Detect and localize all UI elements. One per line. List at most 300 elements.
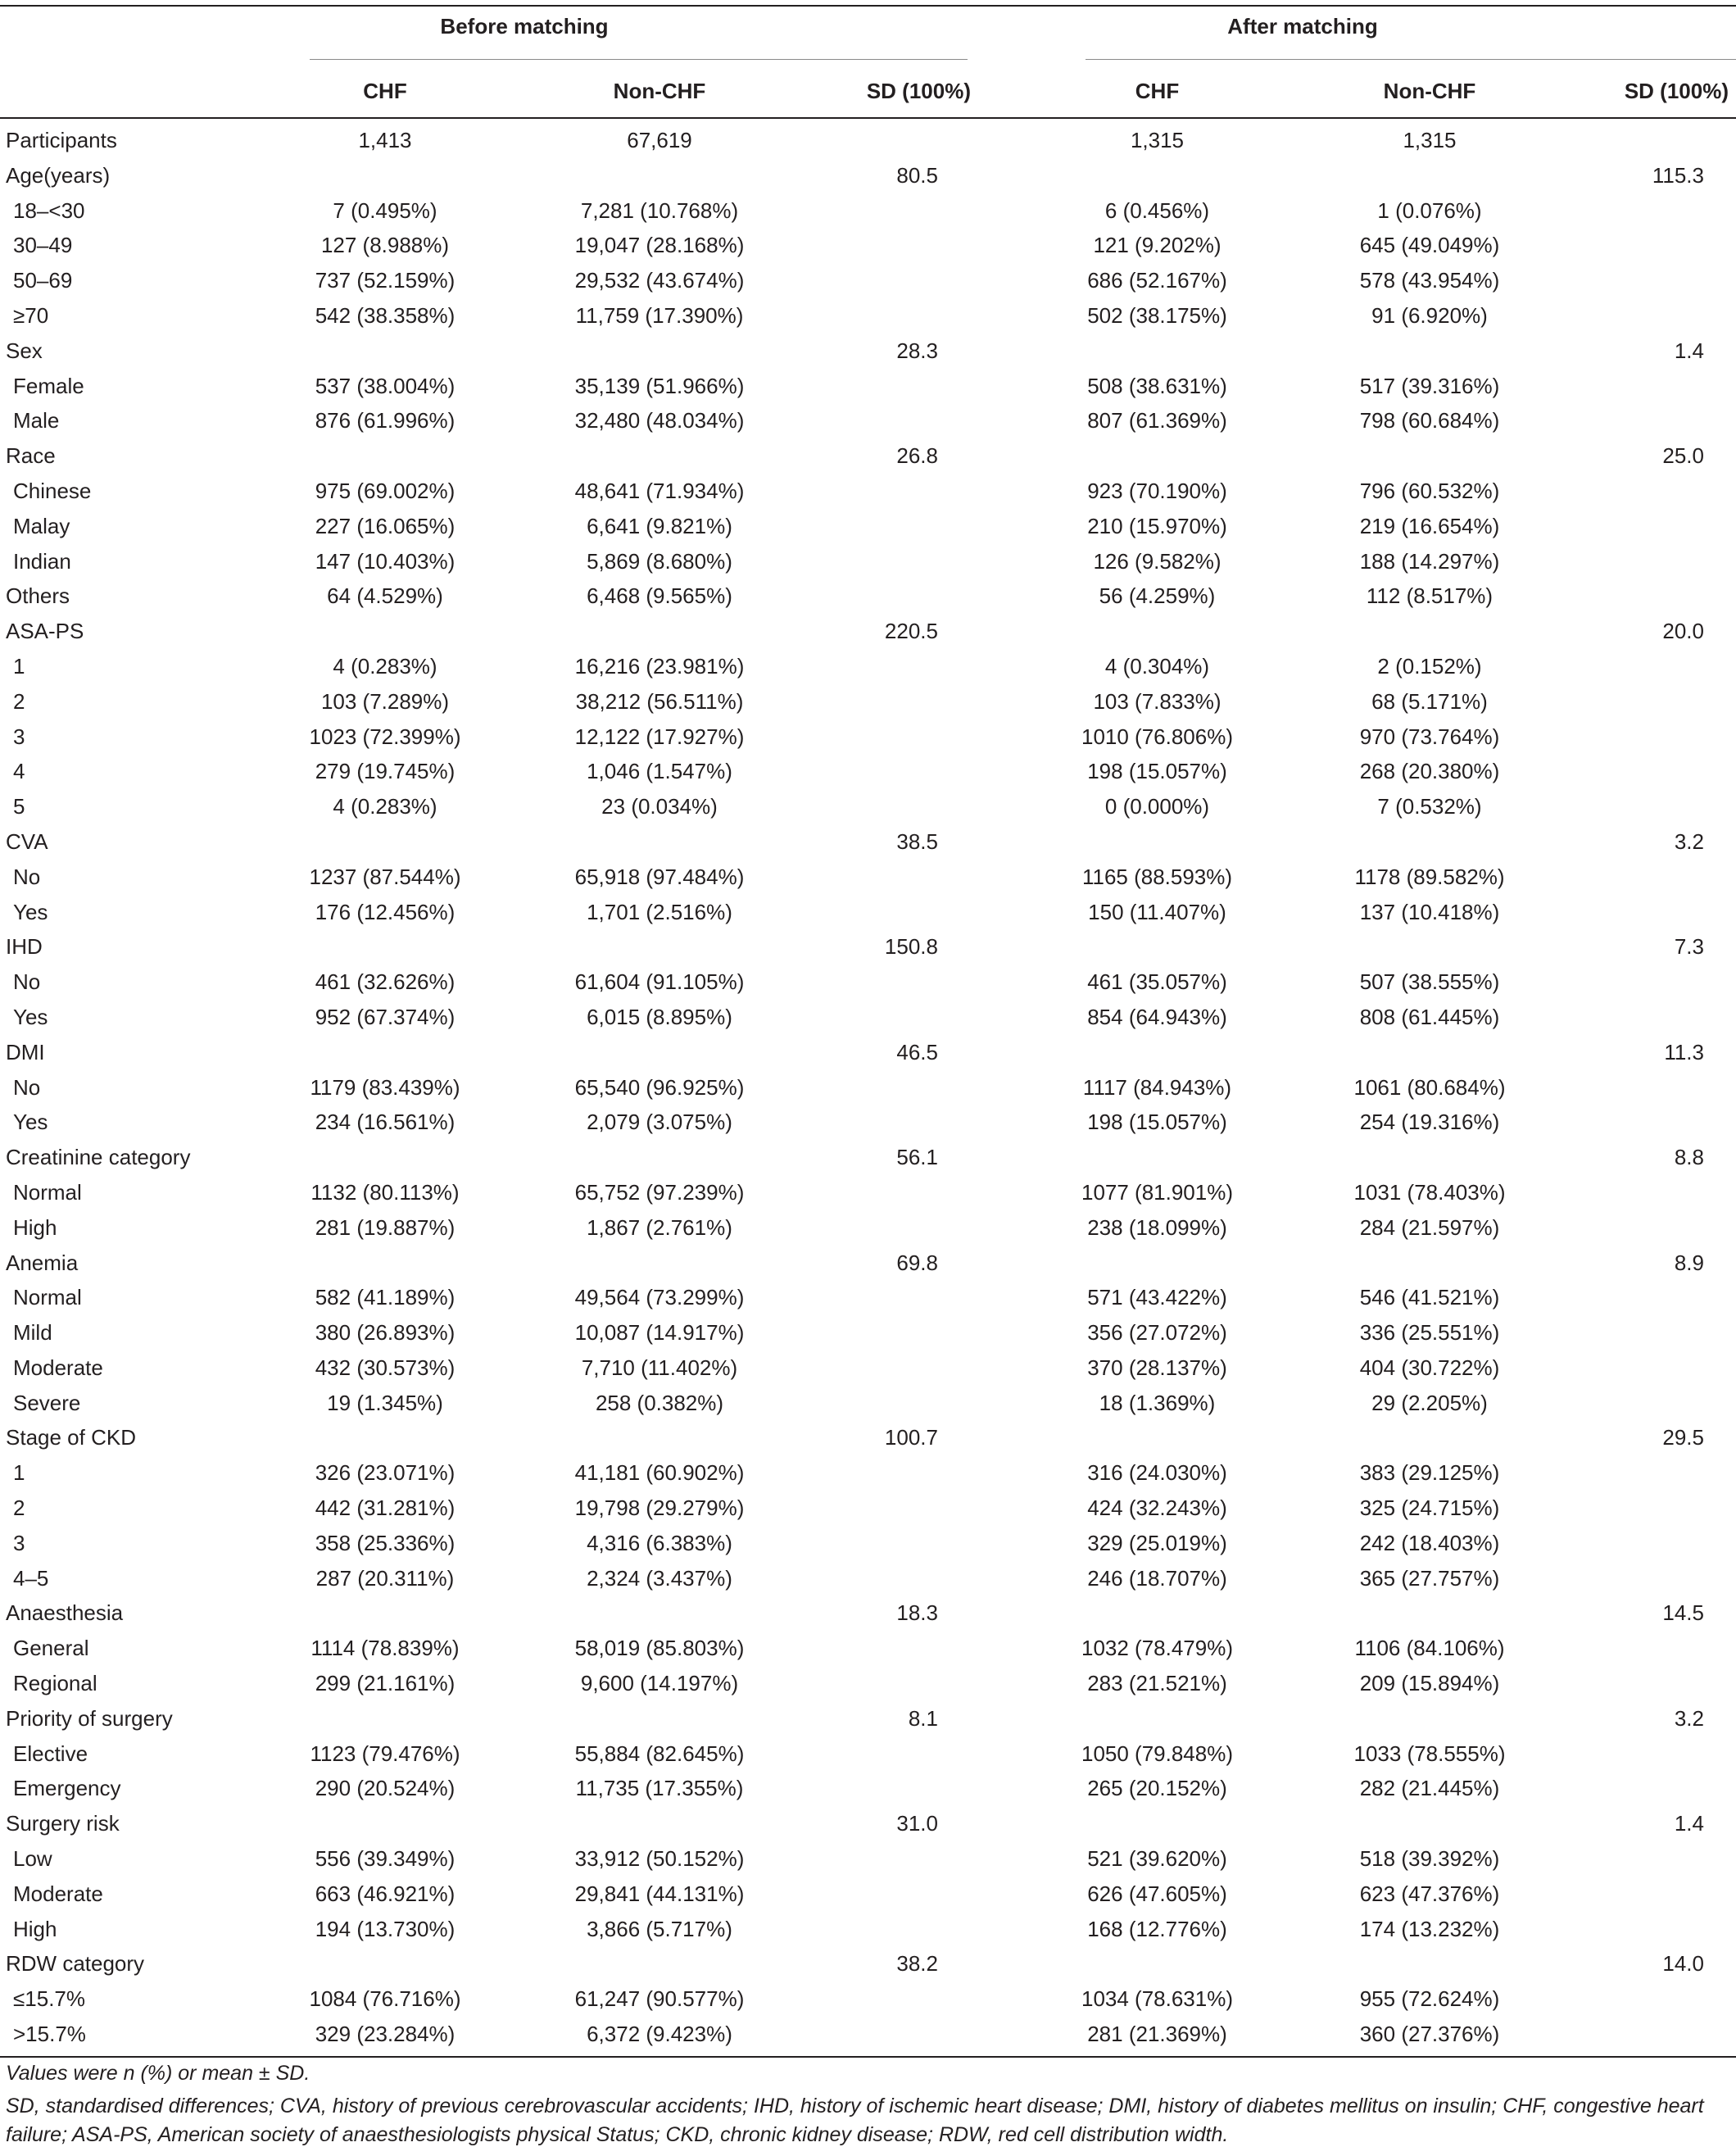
- row-label: >15.7%: [13, 2022, 86, 2047]
- cell-sd-after: 29.5: [1662, 1425, 1704, 1450]
- row-label: Chinese: [13, 478, 92, 503]
- cell-chf-after: 56 (4.259%): [1099, 583, 1216, 609]
- row-label: Malay: [13, 513, 70, 538]
- cell-chf-after: 461 (35.057%): [1087, 969, 1227, 995]
- table-row: [0, 1631, 1736, 1666]
- cell-chf-before: 975 (69.002%): [315, 478, 456, 503]
- table-row: [0, 1175, 1736, 1210]
- row-label: Moderate: [13, 1355, 103, 1380]
- cell-non-chf-after: 1 (0.076%): [1377, 197, 1482, 223]
- cell-non-chf-before: 65,752 (97.239%): [574, 1179, 745, 1205]
- cell-non-chf-after: 365 (27.757%): [1359, 1565, 1500, 1591]
- cell-non-chf-before: 2,324 (3.437%): [587, 1565, 732, 1591]
- table-row: [0, 2017, 1736, 2052]
- row-label: High: [13, 1214, 57, 1240]
- table-row: [0, 614, 1736, 649]
- row-label: 1: [13, 1460, 25, 1486]
- table-row: [0, 1280, 1736, 1315]
- cell-chf-after: 1010 (76.806%): [1081, 724, 1234, 749]
- cell-chf-before: 176 (12.456%): [315, 899, 456, 924]
- cell-non-chf-before: 6,641 (9.821%): [587, 513, 732, 538]
- row-label: Regional: [13, 1671, 97, 1696]
- cell-non-chf-after: 517 (39.316%): [1359, 373, 1500, 398]
- cell-chf-after: 923 (70.190%): [1087, 478, 1227, 503]
- cell-chf-after: 329 (25.019%): [1087, 1530, 1227, 1555]
- table-row: [0, 1140, 1736, 1175]
- cell-chf-after: 1077 (81.901%): [1081, 1179, 1234, 1205]
- column-header-chf-before: CHF: [363, 79, 407, 103]
- cell-chf-after: 571 (43.422%): [1087, 1285, 1227, 1310]
- table-row: [0, 754, 1736, 789]
- cell-sd-after: 3.2: [1674, 828, 1704, 854]
- cell-chf-after: 103 (7.833%): [1093, 688, 1222, 714]
- table-row: [0, 1246, 1736, 1281]
- table-row: [0, 263, 1736, 298]
- cell-sd-before: 28.3: [896, 338, 938, 363]
- cell-sd-before: 46.5: [896, 1039, 938, 1064]
- row-label: General: [13, 1636, 89, 1661]
- table-row: [0, 438, 1736, 474]
- cell-non-chf-before: 65,918 (97.484%): [574, 864, 745, 889]
- cell-sd-after: 8.9: [1674, 1250, 1704, 1275]
- table-row: [0, 334, 1736, 369]
- cell-non-chf-after: 518 (39.392%): [1359, 1846, 1500, 1872]
- cell-non-chf-before: 65,540 (96.925%): [574, 1074, 745, 1100]
- cell-non-chf-before: 16,216 (23.981%): [574, 653, 745, 679]
- cell-non-chf-after: 546 (41.521%): [1359, 1285, 1500, 1310]
- row-label: High: [13, 1916, 57, 1941]
- table-row: [0, 403, 1736, 438]
- cell-chf-after: 121 (9.202%): [1093, 233, 1222, 258]
- cell-chf-before: 542 (38.358%): [315, 302, 456, 328]
- cell-non-chf-before: 19,798 (29.279%): [574, 1496, 745, 1521]
- column-header-non-chf-before: Non-CHF: [613, 79, 706, 103]
- cell-sd-before: 80.5: [896, 162, 938, 188]
- cell-non-chf-after: 68 (5.171%): [1371, 688, 1488, 714]
- cell-non-chf-after: 188 (14.297%): [1359, 548, 1500, 574]
- table-row: [0, 579, 1736, 614]
- cell-non-chf-before: 7,710 (11.402%): [581, 1355, 738, 1380]
- cell-non-chf-after: 209 (15.894%): [1359, 1671, 1500, 1696]
- cell-chf-before: 147 (10.403%): [315, 548, 456, 574]
- cell-chf-before: 1132 (80.113%): [310, 1179, 460, 1205]
- table-row: [0, 719, 1736, 755]
- cell-non-chf-before: 11,735 (17.355%): [575, 1776, 744, 1801]
- cell-non-chf-after: 796 (60.532%): [1359, 478, 1500, 503]
- table-row: [0, 1946, 1736, 1981]
- cell-non-chf-after: 1106 (84.106%): [1354, 1636, 1505, 1661]
- cell-chf-after: 265 (20.152%): [1087, 1776, 1227, 1801]
- column-header-chf-after: CHF: [1135, 79, 1180, 103]
- table-row: [0, 965, 1736, 1000]
- row-label: Yes: [13, 1110, 48, 1135]
- row-label: No: [13, 864, 41, 889]
- row-label: IHD: [6, 934, 43, 960]
- cell-non-chf-after: 112 (8.517%): [1366, 583, 1494, 609]
- row-label: 2: [13, 688, 25, 714]
- cell-non-chf-before: 6,468 (9.565%): [587, 583, 732, 609]
- cell-sd-after: 3.2: [1674, 1705, 1704, 1731]
- row-label: Anemia: [6, 1250, 79, 1275]
- cell-chf-after: 1034 (78.631%): [1081, 1986, 1234, 2012]
- row-label: Mild: [13, 1320, 52, 1346]
- cell-chf-after: 508 (38.631%): [1087, 373, 1227, 398]
- cell-non-chf-before: 55,884 (82.645%): [574, 1741, 745, 1766]
- row-label: ≥70: [13, 302, 49, 328]
- cell-sd-before: 8.1: [908, 1705, 938, 1731]
- cell-chf-before: 329 (23.284%): [315, 2022, 456, 2047]
- cell-sd-before: 31.0: [896, 1811, 938, 1836]
- row-label: Participants: [6, 128, 117, 152]
- table-row: [0, 1350, 1736, 1386]
- cell-sd-after: 1.4: [1674, 338, 1704, 363]
- group-rule-after: [1086, 59, 1736, 60]
- cell-non-chf-before: 5,869 (8.680%): [587, 548, 732, 574]
- row-label: 3: [13, 724, 25, 749]
- row-label: Others: [6, 583, 70, 609]
- table-row: [0, 1386, 1736, 1421]
- row-label: Moderate: [13, 1881, 103, 1906]
- table-row: [0, 1420, 1736, 1455]
- cell-chf-after: 1,315: [1130, 128, 1185, 152]
- cell-non-chf-after: 808 (61.445%): [1359, 1004, 1500, 1029]
- table-row: [0, 1561, 1736, 1596]
- row-label: 50–69: [13, 268, 73, 293]
- cell-chf-after: 502 (38.175%): [1087, 302, 1227, 328]
- cell-non-chf-after: 798 (60.684%): [1359, 408, 1500, 433]
- cell-non-chf-after: 174 (13.232%): [1359, 1916, 1500, 1941]
- cell-non-chf-after: 578 (43.954%): [1359, 268, 1500, 293]
- cell-chf-after: 198 (15.057%): [1087, 759, 1227, 784]
- cell-non-chf-before: 23 (0.034%): [601, 794, 718, 819]
- cell-non-chf-before: 29,841 (44.131%): [574, 1881, 745, 1906]
- row-label: Normal: [13, 1179, 82, 1205]
- cell-chf-before: 4 (0.283%): [333, 653, 437, 679]
- cell-non-chf-after: 282 (21.445%): [1359, 1776, 1500, 1801]
- row-label: 4–5: [13, 1565, 49, 1591]
- cell-non-chf-after: 1,315: [1403, 128, 1457, 152]
- cell-chf-before: 1123 (79.476%): [310, 1741, 460, 1766]
- cell-chf-before: 1237 (87.544%): [309, 864, 461, 889]
- row-label: 18–<30: [13, 197, 85, 223]
- cell-chf-before: 281 (19.887%): [315, 1214, 456, 1240]
- cell-chf-after: 246 (18.707%): [1087, 1565, 1227, 1591]
- table-row: [0, 895, 1736, 930]
- row-label: DMI: [6, 1039, 45, 1064]
- group-header-after: After matching: [1227, 14, 1378, 39]
- cell-chf-after: 854 (64.943%): [1087, 1004, 1227, 1029]
- cell-non-chf-before: 48,641 (71.934%): [574, 478, 745, 503]
- cell-chf-before: 194 (13.730%): [315, 1916, 456, 1941]
- cell-chf-before: 1,413: [358, 128, 412, 152]
- cell-non-chf-after: 219 (16.654%): [1359, 513, 1500, 538]
- table-row: [0, 1912, 1736, 1947]
- table-row: [0, 474, 1736, 509]
- cell-sd-before: 38.2: [896, 1951, 938, 1977]
- cell-non-chf-before: 12,122 (17.927%): [574, 724, 745, 749]
- cell-chf-before: 663 (46.921%): [315, 1881, 456, 1906]
- cell-sd-after: 11.3: [1664, 1039, 1704, 1064]
- row-label: Normal: [13, 1285, 82, 1310]
- cell-sd-before: 69.8: [896, 1250, 938, 1275]
- cell-non-chf-after: 284 (21.597%): [1359, 1214, 1500, 1240]
- row-label: ≤15.7%: [13, 1986, 85, 2012]
- cell-chf-after: 168 (12.776%): [1087, 1916, 1227, 1941]
- cell-non-chf-after: 970 (73.764%): [1359, 724, 1500, 749]
- cell-sd-after: 14.0: [1662, 1951, 1704, 1977]
- cell-chf-after: 198 (15.057%): [1087, 1110, 1227, 1135]
- cell-chf-before: 279 (19.745%): [315, 759, 456, 784]
- cell-non-chf-before: 10,087 (14.917%): [574, 1320, 745, 1346]
- row-label: ASA-PS: [6, 619, 84, 644]
- cell-chf-before: 876 (61.996%): [315, 408, 456, 433]
- cell-non-chf-after: 29 (2.205%): [1371, 1390, 1488, 1415]
- table-row: [0, 544, 1736, 579]
- table-row: [0, 228, 1736, 263]
- table-row: [0, 1806, 1736, 1841]
- cell-sd-before: 150.8: [884, 934, 938, 960]
- cell-chf-after: 281 (21.369%): [1087, 2022, 1227, 2047]
- cell-chf-after: 1032 (78.479%): [1081, 1636, 1234, 1661]
- row-label: Anaesthesia: [6, 1600, 124, 1626]
- cell-chf-after: 1165 (88.593%): [1081, 864, 1233, 889]
- cell-non-chf-before: 1,046 (1.547%): [587, 759, 732, 784]
- cell-non-chf-after: 137 (10.418%): [1359, 899, 1500, 924]
- row-label: Creatinine category: [6, 1145, 191, 1170]
- cell-sd-before: 18.3: [896, 1600, 938, 1626]
- cell-non-chf-before: 32,480 (48.034%): [574, 408, 745, 433]
- cell-chf-after: 521 (39.620%): [1087, 1846, 1227, 1872]
- cell-non-chf-after: 2 (0.152%): [1377, 653, 1482, 679]
- footnote-values: Values were n (%) or mean ± SD.: [6, 2062, 310, 2085]
- cell-non-chf-after: 7 (0.532%): [1377, 794, 1482, 819]
- table-row: [0, 1070, 1736, 1105]
- cell-non-chf-after: 325 (24.715%): [1359, 1496, 1500, 1521]
- table-row: [0, 369, 1736, 404]
- cell-chf-after: 424 (32.243%): [1087, 1496, 1227, 1521]
- row-label: Indian: [13, 548, 71, 574]
- table-row: [0, 1315, 1736, 1350]
- cell-chf-before: 461 (32.626%): [315, 969, 456, 995]
- cell-non-chf-before: 6,372 (9.423%): [587, 2022, 732, 2047]
- table-row: [0, 929, 1736, 965]
- cell-non-chf-before: 19,047 (28.168%): [574, 233, 745, 258]
- cell-non-chf-after: 268 (20.380%): [1359, 759, 1500, 784]
- table-row: [0, 1035, 1736, 1070]
- row-label: No: [13, 969, 41, 995]
- column-header-non-chf-after: Non-CHF: [1383, 79, 1476, 103]
- row-label: Elective: [13, 1741, 88, 1766]
- cell-non-chf-before: 49,564 (73.299%): [574, 1285, 745, 1310]
- cell-chf-after: 626 (47.605%): [1087, 1881, 1227, 1906]
- cell-non-chf-before: 11,759 (17.390%): [575, 302, 744, 328]
- cell-chf-after: 150 (11.407%): [1088, 899, 1226, 924]
- cell-chf-after: 316 (24.030%): [1087, 1460, 1227, 1486]
- table-row: [0, 1455, 1736, 1491]
- column-header-sd-before: SD (100%): [866, 79, 971, 103]
- table-body: [0, 123, 1736, 2052]
- cell-chf-after: 1050 (79.848%): [1081, 1741, 1234, 1766]
- cell-chf-after: 0 (0.000%): [1104, 794, 1210, 819]
- table-row: [0, 1666, 1736, 1701]
- cell-chf-before: 1114 (78.839%): [310, 1636, 460, 1661]
- cell-chf-after: 210 (15.970%): [1087, 513, 1227, 538]
- cell-non-chf-after: 507 (38.555%): [1359, 969, 1500, 995]
- cell-chf-before: 358 (25.336%): [315, 1530, 456, 1555]
- cell-non-chf-before: 1,867 (2.761%): [587, 1214, 732, 1240]
- cell-non-chf-before: 2,079 (3.075%): [587, 1110, 732, 1135]
- row-label: No: [13, 1074, 41, 1100]
- cell-non-chf-after: 404 (30.722%): [1359, 1355, 1500, 1380]
- cell-non-chf-before: 67,619: [627, 128, 692, 152]
- row-label: Yes: [13, 1004, 48, 1029]
- row-label: Emergency: [13, 1776, 121, 1801]
- cell-sd-after: 20.0: [1662, 619, 1704, 644]
- cell-chf-before: 127 (8.988%): [320, 233, 450, 258]
- row-label: Age(years): [6, 162, 111, 188]
- cell-sd-before: 56.1: [896, 1145, 938, 1170]
- cell-chf-before: 1023 (72.399%): [309, 724, 461, 749]
- cell-non-chf-before: 3,866 (5.717%): [587, 1916, 732, 1941]
- cell-chf-after: 807 (61.369%): [1087, 408, 1227, 433]
- table-row: [0, 860, 1736, 895]
- cell-non-chf-before: 38,212 (56.511%): [575, 688, 744, 714]
- cell-non-chf-before: 9,600 (14.197%): [580, 1671, 739, 1696]
- cell-chf-after: 4 (0.304%): [1104, 653, 1210, 679]
- table-row: [0, 649, 1736, 684]
- cell-chf-before: 227 (16.065%): [315, 513, 456, 538]
- cell-non-chf-after: 360 (27.376%): [1359, 2022, 1500, 2047]
- cell-chf-before: 737 (52.159%): [315, 268, 456, 293]
- cell-chf-before: 299 (21.161%): [315, 1671, 456, 1696]
- cell-chf-before: 290 (20.524%): [315, 1776, 456, 1801]
- column-header-sd-after: SD (100%): [1624, 79, 1729, 103]
- cell-non-chf-before: 58,019 (85.803%): [574, 1636, 745, 1661]
- header-rule: [0, 117, 1736, 119]
- cell-non-chf-before: 61,247 (90.577%): [574, 1986, 745, 2012]
- cell-non-chf-after: 1031 (78.403%): [1353, 1179, 1506, 1205]
- cell-chf-after: 238 (18.099%): [1087, 1214, 1227, 1240]
- row-label: Stage of CKD: [6, 1425, 136, 1450]
- row-label: Surgery risk: [6, 1811, 120, 1836]
- table-row: [0, 1701, 1736, 1736]
- cell-chf-after: 283 (21.521%): [1087, 1671, 1227, 1696]
- cell-non-chf-before: 33,912 (50.152%): [574, 1846, 745, 1872]
- cell-non-chf-before: 258 (0.382%): [595, 1390, 724, 1415]
- row-label: 2: [13, 1496, 25, 1521]
- table-row: [0, 298, 1736, 334]
- row-label: Low: [13, 1846, 52, 1872]
- row-label: 3: [13, 1530, 25, 1555]
- cell-chf-before: 234 (16.561%): [315, 1110, 456, 1135]
- row-label: Race: [6, 443, 56, 469]
- cell-non-chf-after: 91 (6.920%): [1371, 302, 1488, 328]
- row-label: CVA: [6, 828, 48, 854]
- footnote-abbreviations: SD, standardised differences; CVA, history of previous cerebrovascular accidents; IHD, history of ischemic heart disease; DMI, history of diabetes mellitus on insulin; CHF, congestive heart failure; ASA-PS, American society of anaesthesiologists physical Status; CKD, chronic kidney disease; RDW, red cell distribution width.: [6, 2095, 1704, 2146]
- cell-non-chf-after: 254 (19.316%): [1359, 1110, 1500, 1135]
- cell-chf-before: 103 (7.289%): [320, 688, 450, 714]
- cell-chf-after: 686 (52.167%): [1087, 268, 1227, 293]
- group-rule-before: [310, 59, 968, 60]
- cell-chf-before: 64 (4.529%): [327, 583, 443, 609]
- cell-non-chf-after: 1033 (78.555%): [1353, 1741, 1506, 1766]
- cell-chf-after: 126 (9.582%): [1093, 548, 1222, 574]
- cell-chf-after: 1117 (84.943%): [1082, 1074, 1232, 1100]
- cell-non-chf-before: 29,532 (43.674%): [574, 268, 745, 293]
- table-row: [0, 193, 1736, 229]
- cell-chf-before: 7 (0.495%): [333, 197, 437, 223]
- cell-chf-before: 537 (38.004%): [315, 373, 456, 398]
- table-row: [0, 1526, 1736, 1561]
- cell-sd-after: 8.8: [1674, 1145, 1704, 1170]
- table-row: [0, 824, 1736, 860]
- cell-non-chf-after: 623 (47.376%): [1359, 1881, 1500, 1906]
- row-label: Yes: [13, 899, 48, 924]
- cell-sd-before: 26.8: [896, 443, 938, 469]
- cell-sd-after: 25.0: [1662, 443, 1704, 469]
- table-row: [0, 1000, 1736, 1035]
- cell-chf-before: 287 (20.311%): [315, 1565, 455, 1591]
- cell-non-chf-after: 336 (25.551%): [1359, 1320, 1500, 1346]
- table-row: [0, 1841, 1736, 1877]
- cell-chf-after: 356 (27.072%): [1087, 1320, 1227, 1346]
- row-label: RDW category: [6, 1951, 145, 1977]
- cell-sd-before: 220.5: [884, 619, 938, 644]
- row-label: Severe: [13, 1390, 81, 1415]
- table-row: [0, 158, 1736, 193]
- cell-non-chf-after: 1178 (89.582%): [1354, 864, 1505, 889]
- table-row: [0, 1491, 1736, 1526]
- top-rule: [0, 5, 1736, 7]
- cell-chf-before: 19 (1.345%): [327, 1390, 443, 1415]
- table-row: [0, 509, 1736, 544]
- cell-chf-before: 432 (30.573%): [315, 1355, 456, 1380]
- cell-chf-before: 1084 (76.716%): [309, 1986, 461, 2012]
- cell-non-chf-after: 242 (18.403%): [1359, 1530, 1500, 1555]
- table-row: [0, 684, 1736, 719]
- cell-sd-after: 1.4: [1674, 1811, 1704, 1836]
- cell-chf-before: 556 (39.349%): [315, 1846, 456, 1872]
- table-row: [0, 789, 1736, 824]
- cell-sd-before: 100.7: [884, 1425, 938, 1450]
- table-row: [0, 1877, 1736, 1912]
- row-label: Female: [13, 373, 84, 398]
- table-row: [0, 1981, 1736, 2017]
- cell-non-chf-before: 4,316 (6.383%): [587, 1530, 732, 1555]
- row-label: 1: [13, 653, 25, 679]
- cell-non-chf-after: 383 (29.125%): [1359, 1460, 1500, 1486]
- cell-sd-before: 38.5: [896, 828, 938, 854]
- cell-chf-after: 370 (28.137%): [1087, 1355, 1227, 1380]
- table-row: [0, 1210, 1736, 1246]
- cell-chf-before: 4 (0.283%): [333, 794, 437, 819]
- cell-chf-before: 326 (23.071%): [315, 1460, 456, 1486]
- cell-non-chf-after: 1061 (80.684%): [1353, 1074, 1506, 1100]
- table-row: [0, 1595, 1736, 1631]
- cell-chf-before: 442 (31.281%): [315, 1496, 456, 1521]
- row-label: 4: [13, 759, 25, 784]
- row-label: Male: [13, 408, 60, 433]
- group-header-before: Before matching: [440, 14, 609, 39]
- cell-sd-after: 115.3: [1652, 162, 1704, 188]
- cell-chf-before: 1179 (83.439%): [310, 1074, 460, 1100]
- row-label: Priority of surgery: [6, 1705, 173, 1731]
- row-label: Sex: [6, 338, 43, 363]
- cell-chf-after: 18 (1.369%): [1099, 1390, 1216, 1415]
- cell-non-chf-before: 1,701 (2.516%): [587, 899, 732, 924]
- bottom-rule: [0, 2056, 1736, 2058]
- cell-sd-after: 7.3: [1674, 934, 1704, 960]
